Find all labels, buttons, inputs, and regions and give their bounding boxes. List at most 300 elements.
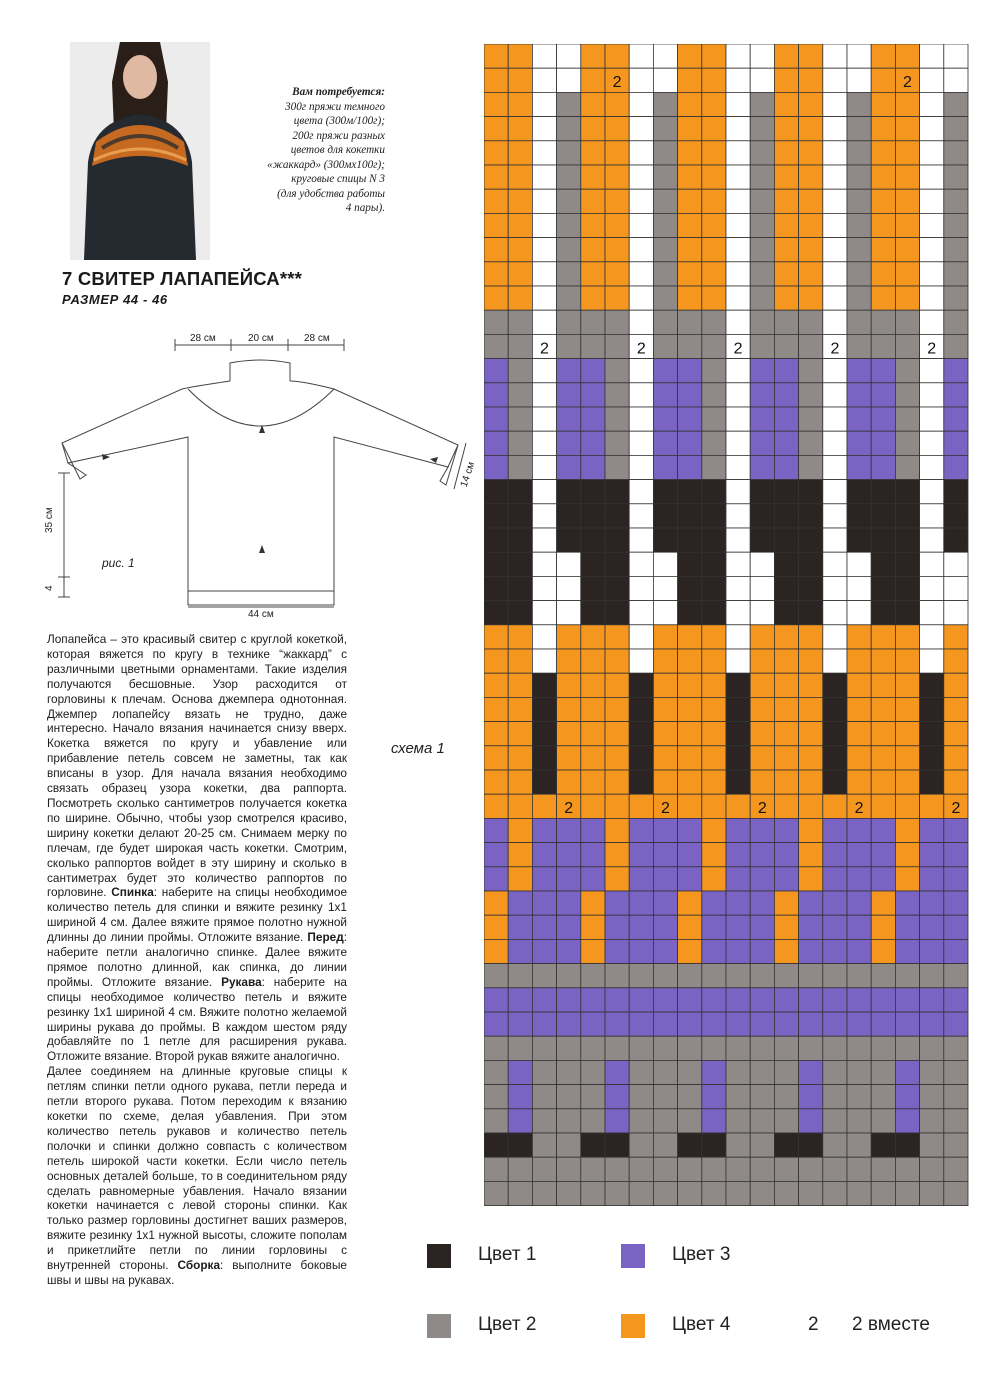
chart-cell xyxy=(726,189,750,213)
chart-cell xyxy=(557,1036,581,1060)
chart-cell xyxy=(581,552,605,576)
chart-cell xyxy=(726,1060,750,1084)
chart-cell xyxy=(581,867,605,891)
chart-cell xyxy=(750,1085,774,1109)
chart-cell xyxy=(605,673,629,697)
chart-cell xyxy=(774,1036,798,1060)
chart-cell xyxy=(871,770,895,794)
chart-cell xyxy=(484,455,508,479)
chart-cell xyxy=(629,189,653,213)
chart-cell xyxy=(920,843,944,867)
chart-cell xyxy=(629,92,653,116)
chart-cell xyxy=(605,92,629,116)
chart-cell xyxy=(629,915,653,939)
chart-cell xyxy=(484,1060,508,1084)
chart-cell xyxy=(871,334,895,358)
chart-cell xyxy=(653,44,677,68)
chart-cell xyxy=(871,818,895,842)
chart-cell xyxy=(726,722,750,746)
chart-cell xyxy=(508,213,532,237)
chart-cell xyxy=(581,359,605,383)
chart-cell xyxy=(605,1085,629,1109)
chart-cell xyxy=(678,673,702,697)
chart-cell xyxy=(653,359,677,383)
chart-cell xyxy=(581,68,605,92)
chart-cell xyxy=(702,1036,726,1060)
chart-cell xyxy=(823,310,847,334)
chart-cell xyxy=(774,988,798,1012)
chart-cell xyxy=(920,746,944,770)
chart-cell xyxy=(920,407,944,431)
chart-cell xyxy=(726,407,750,431)
chart-cell xyxy=(871,528,895,552)
chart-cell xyxy=(823,1109,847,1133)
chart-cell xyxy=(581,334,605,358)
chart-cell xyxy=(678,891,702,915)
chart-cell xyxy=(653,310,677,334)
chart-cell xyxy=(629,359,653,383)
chart-cell xyxy=(726,964,750,988)
chart-cell xyxy=(653,238,677,262)
chart-cell xyxy=(678,68,702,92)
chart-cell xyxy=(557,576,581,600)
chart-cell xyxy=(774,359,798,383)
chart-cell xyxy=(581,238,605,262)
chart-cell xyxy=(871,431,895,455)
chart-cell xyxy=(484,407,508,431)
chart-cell xyxy=(605,117,629,141)
chart-cell xyxy=(944,286,968,310)
chart-cell xyxy=(799,1181,823,1205)
chart-cell xyxy=(774,334,798,358)
chart-cell xyxy=(726,697,750,721)
chart-cell xyxy=(871,68,895,92)
chart-cell xyxy=(774,68,798,92)
chart-cell xyxy=(508,915,532,939)
chart-cell xyxy=(750,165,774,189)
chart-cell xyxy=(871,310,895,334)
chart-cell xyxy=(702,334,726,358)
chart-cell xyxy=(871,915,895,939)
chart-cell xyxy=(847,988,871,1012)
chart-cell xyxy=(750,843,774,867)
chart-cell xyxy=(702,431,726,455)
chart-cell xyxy=(484,44,508,68)
chart-cell xyxy=(629,625,653,649)
chart-cell xyxy=(605,649,629,673)
chart-cell xyxy=(895,1181,919,1205)
chart-cell xyxy=(581,455,605,479)
chart-cell xyxy=(508,455,532,479)
chart-cell xyxy=(823,1181,847,1205)
back-text: : наберите на спицы необходимое количество петель для спинки и вяжите резинку 1х1 шириной 4 см. Далее вяжите прямое полотно нужной длинны до линии проймы. Отложите вязание. xyxy=(47,885,348,945)
chart-cell xyxy=(532,213,556,237)
chart-cell xyxy=(895,189,919,213)
chart-cell xyxy=(847,310,871,334)
decrease-mark: 2 xyxy=(757,800,767,818)
chart-cell xyxy=(895,1012,919,1036)
chart-cell xyxy=(726,1109,750,1133)
chart-cell xyxy=(871,867,895,891)
chart-cell xyxy=(944,1109,968,1133)
chart-cell xyxy=(823,746,847,770)
chart-cell xyxy=(774,1157,798,1181)
chart-cell xyxy=(895,867,919,891)
chart-cell xyxy=(508,1085,532,1109)
chart-cell xyxy=(678,504,702,528)
chart-cell xyxy=(895,722,919,746)
chart-cell xyxy=(726,1157,750,1181)
chart-cell xyxy=(823,843,847,867)
chart-cell xyxy=(920,794,944,818)
chart-cell xyxy=(823,383,847,407)
chart-cell xyxy=(508,818,532,842)
legend-label-color-2: Цвет 2 xyxy=(478,1314,537,1335)
chart-cell xyxy=(678,625,702,649)
chart-cell xyxy=(653,528,677,552)
chart-cell xyxy=(799,189,823,213)
chart-cell xyxy=(871,697,895,721)
chart-cell xyxy=(871,117,895,141)
chart-cell xyxy=(944,697,968,721)
chart-cell xyxy=(678,1109,702,1133)
chart-cell xyxy=(774,165,798,189)
dim-top-left: 28 см xyxy=(190,333,216,344)
chart-cell xyxy=(484,310,508,334)
chart-cell xyxy=(484,1036,508,1060)
chart-cell xyxy=(799,1109,823,1133)
chart-cell xyxy=(678,286,702,310)
chart-cell xyxy=(895,44,919,68)
chart-cell xyxy=(774,44,798,68)
chart-cell xyxy=(895,770,919,794)
materials-line: круговые спицы N 3 xyxy=(291,173,385,185)
chart-cell xyxy=(895,818,919,842)
chart-cell xyxy=(484,189,508,213)
chart-cell xyxy=(508,1012,532,1036)
chart-cell xyxy=(774,1109,798,1133)
chart-cell xyxy=(774,1085,798,1109)
chart-cell xyxy=(532,867,556,891)
chart-cell xyxy=(702,213,726,237)
chart-cell xyxy=(653,1036,677,1060)
chart-cell xyxy=(823,504,847,528)
chart-cell xyxy=(581,117,605,141)
joining-paragraph xyxy=(47,1064,347,1288)
chart-cell xyxy=(629,1181,653,1205)
chart-cell xyxy=(508,867,532,891)
chart-cell xyxy=(726,480,750,504)
chart-cell xyxy=(532,697,556,721)
chart-cell xyxy=(702,915,726,939)
chart-cell xyxy=(581,44,605,68)
chart-cell xyxy=(605,310,629,334)
chart-cell xyxy=(605,189,629,213)
chart-cell xyxy=(920,964,944,988)
chart-cell xyxy=(702,818,726,842)
chart-cell xyxy=(823,92,847,116)
chart-cell xyxy=(944,770,968,794)
chart-cell xyxy=(557,601,581,625)
chart-cell xyxy=(702,359,726,383)
chart-cell xyxy=(895,601,919,625)
chart-cell xyxy=(508,189,532,213)
chart-cell xyxy=(702,601,726,625)
chart-cell xyxy=(871,673,895,697)
chart-cell xyxy=(726,286,750,310)
chart-cell xyxy=(557,213,581,237)
chart-cell xyxy=(653,988,677,1012)
chart-cell xyxy=(484,1181,508,1205)
chart-cell xyxy=(484,504,508,528)
chart-cell xyxy=(920,44,944,68)
chart-cell xyxy=(774,867,798,891)
chart-cell xyxy=(678,117,702,141)
chart-cell xyxy=(847,480,871,504)
chart-cell xyxy=(508,141,532,165)
chart-cell xyxy=(847,1085,871,1109)
chart-cell xyxy=(799,431,823,455)
chart-cell xyxy=(653,964,677,988)
chart-cell xyxy=(508,891,532,915)
chart-cell xyxy=(678,334,702,358)
chart-cell xyxy=(653,891,677,915)
chart-cell xyxy=(847,891,871,915)
chart-cell xyxy=(823,117,847,141)
chart-cell xyxy=(944,988,968,1012)
chart-cell xyxy=(871,552,895,576)
dim-sleeve: 14 см xyxy=(458,460,478,489)
chart-cell xyxy=(532,843,556,867)
decrease-mark: 2 xyxy=(951,800,961,818)
chart-cell xyxy=(895,891,919,915)
chart-cell xyxy=(750,141,774,165)
chart-cell xyxy=(847,1012,871,1036)
sweater-photo xyxy=(70,42,210,260)
chart-cell xyxy=(605,697,629,721)
chart-cell xyxy=(823,818,847,842)
chart-cell xyxy=(920,1012,944,1036)
chart-cell xyxy=(557,141,581,165)
chart-cell xyxy=(629,455,653,479)
materials-line: 200г пряжи разных xyxy=(292,129,385,142)
chart-cell xyxy=(799,770,823,794)
chart-cell xyxy=(750,625,774,649)
chart-cell xyxy=(678,431,702,455)
chart-cell xyxy=(581,697,605,721)
chart-cell xyxy=(871,1012,895,1036)
chart-cell xyxy=(871,601,895,625)
chart-cell xyxy=(678,1036,702,1060)
chart-cell xyxy=(557,407,581,431)
chart-cell xyxy=(532,189,556,213)
chart-cell xyxy=(484,165,508,189)
chart-cell xyxy=(605,383,629,407)
chart-cell xyxy=(557,189,581,213)
chart-cell xyxy=(532,528,556,552)
chart-cell xyxy=(799,746,823,770)
chart-cell xyxy=(605,939,629,963)
chart-cell xyxy=(726,576,750,600)
chart-cell xyxy=(847,92,871,116)
chart-cell xyxy=(750,117,774,141)
chart-cell xyxy=(750,601,774,625)
chart-cell xyxy=(871,165,895,189)
chart-cell xyxy=(581,939,605,963)
chart-cell xyxy=(702,455,726,479)
chart-cell xyxy=(726,141,750,165)
chart-cell xyxy=(653,504,677,528)
chart-cell xyxy=(726,649,750,673)
chart-cell xyxy=(605,625,629,649)
chart-cell xyxy=(581,964,605,988)
chart-cell xyxy=(484,988,508,1012)
chart-cell xyxy=(484,1133,508,1157)
decrease-mark: 2 xyxy=(854,800,864,818)
chart-cell xyxy=(581,213,605,237)
chart-cell xyxy=(944,722,968,746)
chart-cell xyxy=(823,528,847,552)
chart-cell xyxy=(847,601,871,625)
chart-cell xyxy=(557,165,581,189)
chart-cell xyxy=(605,1060,629,1084)
chart-cell xyxy=(799,964,823,988)
chart-cell xyxy=(895,746,919,770)
chart-cell xyxy=(532,1060,556,1084)
chart-cell xyxy=(847,68,871,92)
chart-cell xyxy=(605,141,629,165)
chart-cell xyxy=(484,673,508,697)
chart-cell xyxy=(484,213,508,237)
chart-cell xyxy=(629,988,653,1012)
chart-cell xyxy=(702,141,726,165)
legend-decrease-symbol: 2 xyxy=(808,1314,819,1335)
chart-cell xyxy=(799,818,823,842)
chart-cell xyxy=(726,552,750,576)
chart-cell xyxy=(895,431,919,455)
legend-label-color-3: Цвет 3 xyxy=(672,1244,731,1265)
chart-cell xyxy=(920,625,944,649)
chart-cell xyxy=(484,601,508,625)
chart-cell xyxy=(774,189,798,213)
chart-cell xyxy=(726,383,750,407)
chart-cell xyxy=(532,1036,556,1060)
chart-cell xyxy=(629,818,653,842)
chart-cell xyxy=(847,1133,871,1157)
chart-cell xyxy=(871,286,895,310)
chart-cell xyxy=(629,310,653,334)
chart-cell xyxy=(508,165,532,189)
chart-cell xyxy=(532,1109,556,1133)
chart-cell xyxy=(678,576,702,600)
chart-cell xyxy=(484,1157,508,1181)
chart-cell xyxy=(799,68,823,92)
chart-cell xyxy=(678,1085,702,1109)
chart-cell xyxy=(944,1012,968,1036)
chart-cell xyxy=(895,117,919,141)
chart-cell xyxy=(484,286,508,310)
chart-cell xyxy=(774,504,798,528)
chart-cell xyxy=(871,383,895,407)
chart-cell xyxy=(895,141,919,165)
chart-cell xyxy=(895,964,919,988)
chart-cell xyxy=(726,818,750,842)
chart-cell xyxy=(678,165,702,189)
chart-cell xyxy=(799,1060,823,1084)
chart-cell xyxy=(944,915,968,939)
chart-cell xyxy=(920,1036,944,1060)
chart-cell xyxy=(581,1085,605,1109)
chart-cell xyxy=(847,1060,871,1084)
chart-cell xyxy=(920,552,944,576)
chart-cell xyxy=(702,1012,726,1036)
chart-cell xyxy=(823,867,847,891)
chart-cell xyxy=(557,68,581,92)
chart-cell xyxy=(557,383,581,407)
chart-cell xyxy=(581,722,605,746)
chart-cell xyxy=(557,262,581,286)
chart-cell xyxy=(532,601,556,625)
chart-cell xyxy=(895,939,919,963)
chart-cell xyxy=(653,818,677,842)
chart-cell xyxy=(920,455,944,479)
chart-cell xyxy=(871,939,895,963)
chart-cell xyxy=(799,988,823,1012)
chart-cell xyxy=(605,44,629,68)
chart-cell xyxy=(484,359,508,383)
chart-cell xyxy=(823,431,847,455)
chart-cell xyxy=(847,455,871,479)
chart-cell xyxy=(678,552,702,576)
chart-cell xyxy=(629,867,653,891)
chart-cell xyxy=(557,939,581,963)
chart-cell xyxy=(581,431,605,455)
chart-cell xyxy=(920,141,944,165)
chart-cell xyxy=(920,867,944,891)
chart-cell xyxy=(847,964,871,988)
chart-cell xyxy=(653,141,677,165)
chart-cell xyxy=(605,988,629,1012)
chart-cell xyxy=(799,891,823,915)
chart-cell xyxy=(895,673,919,697)
chart-cell xyxy=(629,746,653,770)
chart-cell xyxy=(750,746,774,770)
chart-cell xyxy=(605,1133,629,1157)
chart-cell xyxy=(678,92,702,116)
decrease-mark: 2 xyxy=(564,800,574,818)
chart-cell xyxy=(508,770,532,794)
chart-cell xyxy=(750,867,774,891)
chart-cell xyxy=(895,455,919,479)
chart-cell xyxy=(726,746,750,770)
chart-cell xyxy=(629,576,653,600)
chart-cell xyxy=(484,915,508,939)
chart-cell xyxy=(847,1157,871,1181)
chart-cell xyxy=(847,939,871,963)
chart-cell xyxy=(702,286,726,310)
chart-cell xyxy=(484,843,508,867)
chart-cell xyxy=(702,44,726,68)
chart-cell xyxy=(750,92,774,116)
chart-cell xyxy=(653,843,677,867)
chart-cell xyxy=(871,1157,895,1181)
chart-cell xyxy=(702,770,726,794)
chart-cell xyxy=(799,480,823,504)
dim-top-center: 20 см xyxy=(248,333,274,344)
chart-cell xyxy=(726,1181,750,1205)
chart-cell xyxy=(678,915,702,939)
chart-cell xyxy=(508,939,532,963)
